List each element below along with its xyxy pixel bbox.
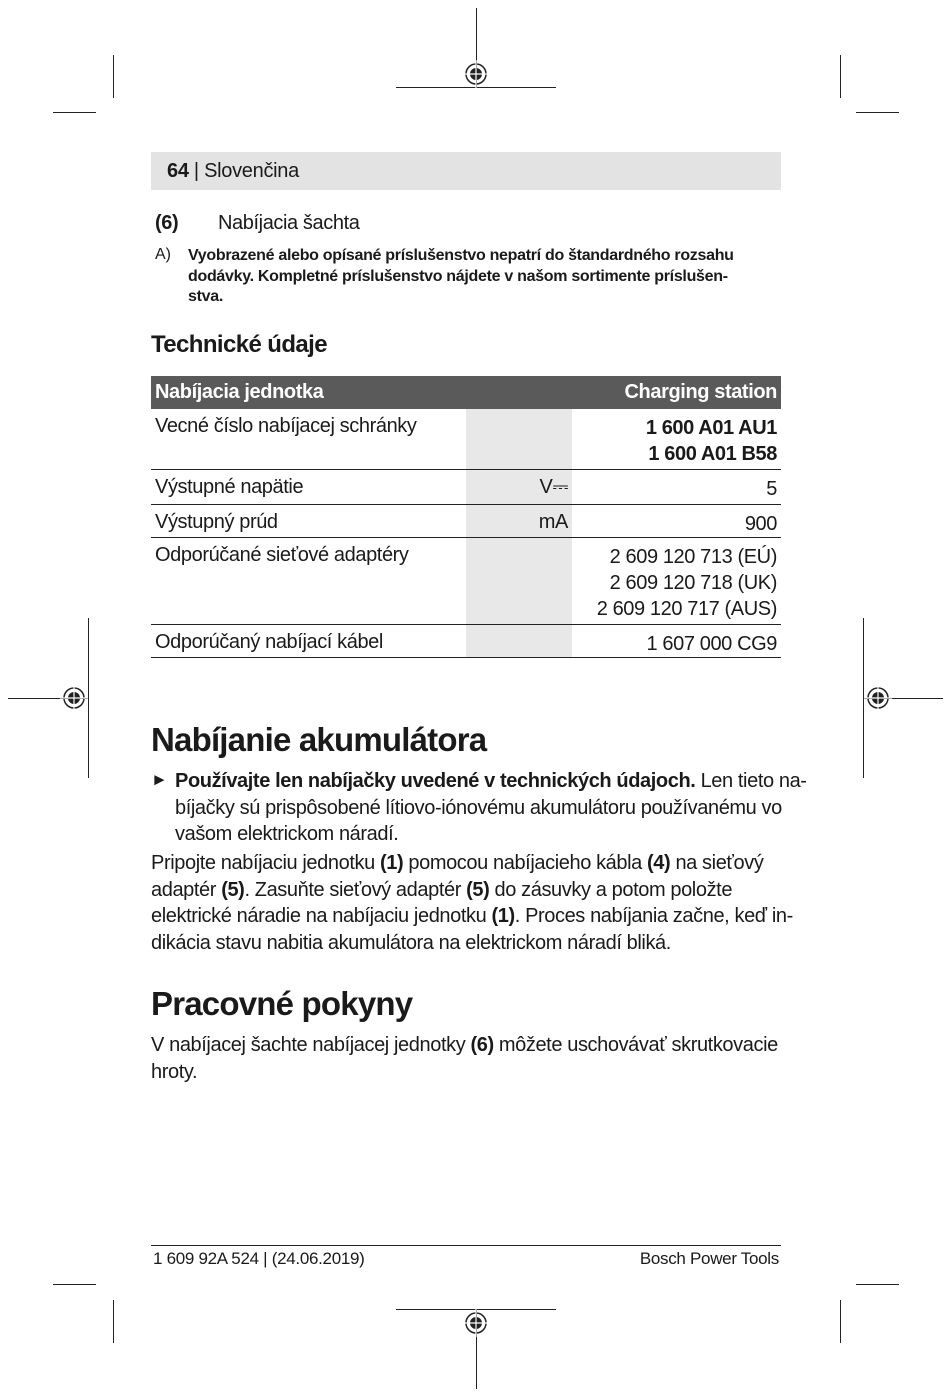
bullet-line-rest: Len tieto na- xyxy=(695,770,807,792)
section-title-work: Pracovné pokyny xyxy=(151,985,413,1022)
page-number: 64 xyxy=(167,160,189,182)
row-label: Vecné číslo nabíjacej schránky xyxy=(155,415,417,437)
ref-number: (4) xyxy=(647,852,671,874)
value-line: 2 609 120 717 (AUS) xyxy=(596,598,777,620)
table-row xyxy=(151,505,781,538)
row-unit: V⎓ xyxy=(539,476,568,498)
header-text xyxy=(167,160,299,183)
text-run: elektrické náradie na nabíjaciu jednotku xyxy=(151,905,492,927)
section-title-tech: Technické údaje xyxy=(151,331,327,358)
text-run: Pripojte nabíjaciu jednotku xyxy=(151,852,380,874)
paragraph-line xyxy=(151,903,793,930)
paragraph-line xyxy=(151,877,793,904)
value-line: 1 600 A01 AU1 xyxy=(645,417,777,439)
section-title-charging: Nabíjanie akumulátora xyxy=(151,721,487,758)
paragraph-line xyxy=(151,1032,778,1059)
legend-label: Nabíjacia šachta xyxy=(218,212,360,234)
footer-rule xyxy=(151,1245,781,1246)
row-value xyxy=(646,415,777,467)
ref-number: (5) xyxy=(221,878,245,901)
ref-number: (1) xyxy=(379,852,404,874)
text-run: pomocou nabíjacieho kábla xyxy=(403,852,648,874)
footnote-line: Vyobrazené alebo opísané príslušenstvo nepatrí do štandardného rozsahu xyxy=(188,247,734,264)
legend-number: (6) xyxy=(155,212,179,234)
bullet-line: bíjačky sú prispôsobené lítiovo-iónovému akumulátoru používanému vo xyxy=(175,796,782,819)
registration-mark-icon xyxy=(60,684,88,712)
ref-number: (1) xyxy=(491,905,515,927)
bullet-bold-text: Používajte len nabíjačky uvedené v technických údajoch. xyxy=(175,770,696,792)
value-line: 1 600 A01 B58 xyxy=(648,443,777,465)
table-row xyxy=(151,409,781,470)
registration-mark-icon xyxy=(462,1309,490,1337)
row-value xyxy=(647,631,777,657)
text-run: V nabíjacej šachte nabíjacej jednotky xyxy=(151,1034,471,1056)
row-value xyxy=(597,544,777,622)
row-unit-cell xyxy=(466,470,572,504)
value-line: 900 xyxy=(744,513,777,535)
header-language: Slovenčina xyxy=(204,160,299,182)
ref-number: (5) xyxy=(466,878,490,901)
page-header xyxy=(151,152,781,190)
row-unit: mA xyxy=(538,511,568,533)
table-header xyxy=(151,376,781,409)
table-row xyxy=(151,538,781,625)
footer-right: Bosch Power Tools xyxy=(639,1249,779,1268)
work-paragraph xyxy=(151,1032,778,1085)
row-unit-cell xyxy=(466,538,572,624)
text-run: . Zasuňte sieťový adaptér xyxy=(244,878,467,901)
registration-mark-icon xyxy=(462,60,490,88)
text-run: môžete uschovávať skrutkovacie xyxy=(493,1034,778,1056)
paragraph-line xyxy=(151,850,793,877)
value-line: 1 607 000 CG9 xyxy=(646,633,777,655)
footer-left: 1 609 92A 524 | (24.06.2019) xyxy=(153,1249,365,1268)
table-header-right: Charging station xyxy=(624,381,777,403)
ref-number: (6) xyxy=(470,1034,494,1056)
row-unit-cell xyxy=(466,625,572,657)
paragraph-line: hroty. xyxy=(151,1060,198,1083)
table-header-left: Nabíjacia jednotka xyxy=(155,381,324,403)
row-label: Výstupný prúd xyxy=(155,511,278,533)
row-label: Odporúčaný nabíjací kábel xyxy=(155,631,383,653)
registration-mark-icon xyxy=(864,684,892,712)
value-line: 5 xyxy=(766,478,777,500)
header-separator: | xyxy=(193,160,199,182)
bullet-text xyxy=(175,768,807,848)
row-label: Odporúčané sieťové adaptéry xyxy=(155,544,409,566)
row-value xyxy=(766,476,777,502)
value-line: 2 609 120 718 (UK) xyxy=(609,572,777,594)
footnote-marker: A) xyxy=(155,246,171,263)
row-value xyxy=(745,511,777,537)
value-line: 2 609 120 713 (EÚ) xyxy=(609,546,777,568)
text-run: . Proces nabíjania začne, keď in- xyxy=(514,905,793,927)
row-label: Výstupné napätie xyxy=(155,476,304,498)
text-run: adaptér xyxy=(151,878,222,901)
charging-paragraph xyxy=(151,850,793,956)
bullet-marker: ► xyxy=(151,770,168,789)
row-unit-cell xyxy=(466,409,572,469)
bullet-line: vašom elektrickom náradí. xyxy=(175,823,399,845)
table-row xyxy=(151,625,781,658)
footnote-text xyxy=(188,246,734,308)
row-unit-cell xyxy=(466,505,572,537)
bullet-line xyxy=(175,768,807,795)
tech-data-table xyxy=(151,376,781,658)
footnote-line: stva. xyxy=(188,288,223,305)
text-run: na sieťový xyxy=(670,852,764,874)
footnote-line: dodávky. Kompletné príslušenstvo nájdete v našom sortimente príslušen- xyxy=(188,267,728,285)
legend-item xyxy=(155,212,178,235)
paragraph-line: dikácia stavu nabitia akumulátora na elektrickom náradí bliká. xyxy=(151,931,671,954)
text-run: do zásuvky a potom položte xyxy=(489,878,733,901)
table-row xyxy=(151,470,781,505)
